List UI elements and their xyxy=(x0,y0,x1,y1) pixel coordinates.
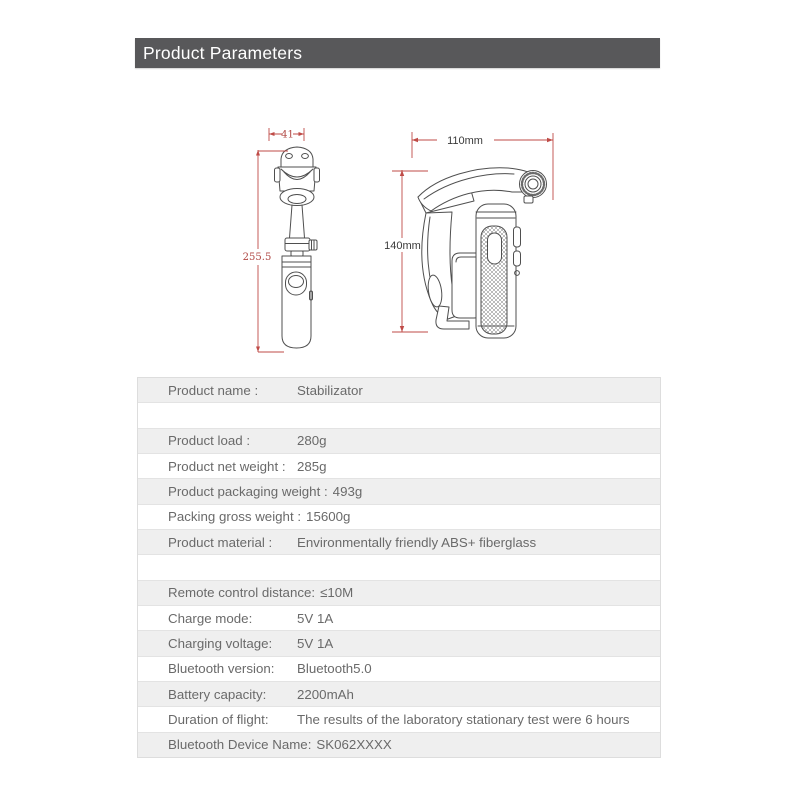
front-height-dim-label: 255.5 xyxy=(242,252,272,263)
spec-value: 285g xyxy=(297,458,327,474)
spec-value: 280g xyxy=(297,433,327,449)
spec-label: Duration of flight: xyxy=(168,711,269,727)
spec-value: ≤10M xyxy=(320,585,354,601)
spec-value: 5V 1A xyxy=(297,610,334,626)
spec-label: Bluetooth version: xyxy=(168,661,275,677)
spec-value: Stabilizator xyxy=(297,382,363,398)
spec-value: 2200mAh xyxy=(297,686,354,702)
spec-row-product-name xyxy=(138,378,660,403)
spec-value: The results of the laboratory stationary test were 6 hours xyxy=(297,711,630,727)
spec-label: Product net weight : xyxy=(168,458,286,474)
folded-height-dim-label: 140mm xyxy=(384,240,421,252)
spec-label: Packing gross weight : xyxy=(168,509,302,525)
front-view-drawing xyxy=(275,147,320,348)
spec-row-net-weight xyxy=(138,454,660,479)
spec-row-charging-voltage xyxy=(138,631,660,656)
spec-value: 493g xyxy=(332,483,363,499)
spec-row-duration xyxy=(138,707,660,732)
spec-label: Product load : xyxy=(168,433,251,449)
spec-value: Environmentally friendly ABS+ fiberglass xyxy=(297,534,537,550)
spec-row-charge-mode xyxy=(138,606,660,631)
spec-label: Product packaging weight : xyxy=(168,483,328,499)
folded-view-drawing xyxy=(418,168,547,338)
spec-row-bt-device-name xyxy=(138,733,660,757)
spec-row-material xyxy=(138,530,660,555)
folded-width-dim-label: 110mm xyxy=(447,135,483,147)
spec-row-packaging-weight xyxy=(138,479,660,504)
spec-label: Product material : xyxy=(168,534,273,550)
spec-label: Bluetooth Device Name: xyxy=(168,737,312,753)
spec-row-gross-weight xyxy=(138,505,660,530)
spec-row-spacer xyxy=(138,555,660,580)
spec-value: Bluetooth5.0 xyxy=(297,661,372,677)
spec-label: Product name : xyxy=(168,382,259,398)
spec-label: Charge mode: xyxy=(168,610,253,626)
spec-row-product-load xyxy=(138,429,660,454)
spec-label: Charging voltage: xyxy=(168,635,273,651)
spec-label: Battery capacity: xyxy=(168,686,267,702)
front-width-dim-label: 41 xyxy=(281,129,294,141)
spec-row-bluetooth-version xyxy=(138,657,660,682)
spec-row-remote-distance xyxy=(138,581,660,606)
spec-row-battery-capacity xyxy=(138,682,660,707)
spec-table xyxy=(137,377,661,758)
section-title: Product Parameters xyxy=(143,42,303,63)
spec-value: 5V 1A xyxy=(297,635,334,651)
spec-row-spacer xyxy=(138,403,660,428)
spec-value: 15600g xyxy=(306,509,351,525)
spec-label: Remote control distance: xyxy=(168,585,316,601)
spec-value: SK062XXXX xyxy=(316,737,392,753)
